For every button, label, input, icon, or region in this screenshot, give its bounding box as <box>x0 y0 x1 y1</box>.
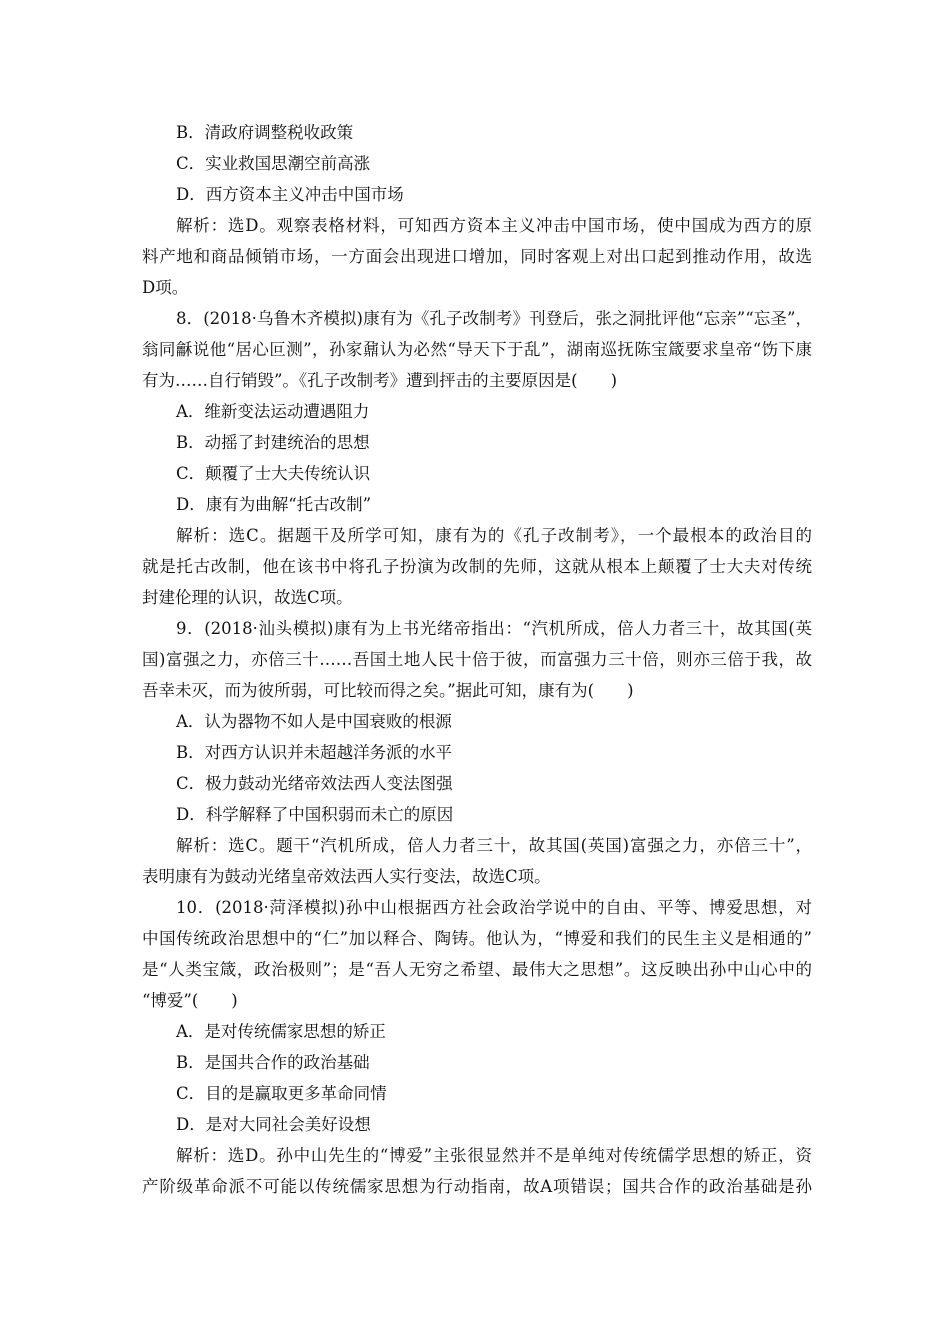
q10-analysis-line-2: 产阶级革命派不可能以传统儒家思想为行动指南，故A项错误；国共合作的政治基础是孙 <box>142 1177 812 1196</box>
q8-analysis-line-2: 就是托古改制，他在该书中将孔子扮演为改制的先师，这就从根本上颠覆了士大夫对传统 <box>142 557 812 576</box>
q7-option-b: B．清政府调整税收政策 <box>176 123 354 142</box>
q7-option-d: D．西方资本主义冲击中国市场 <box>176 185 404 204</box>
q10-option-d: D．是对大同社会美好设想 <box>176 1115 371 1134</box>
q10-stem-line-4: “博爱”( ) <box>142 991 238 1010</box>
q10-analysis-line-1: 解析：选D。孙中山先生的“博爱”主张很显然并不是单纯对传统儒学思想的矫正，资 <box>176 1146 812 1165</box>
q8-option-a: A．维新变法运动遭遇阻力 <box>176 402 370 421</box>
q9-option-d: D．科学解释了中国积弱而未亡的原因 <box>176 805 454 824</box>
q10-option-a: A．是对传统儒家思想的矫正 <box>176 1022 386 1041</box>
q10-option-c: C．目的是赢取更多革命同情 <box>176 1084 387 1103</box>
q8-option-c: C．颠覆了士大夫传统认识 <box>176 464 371 483</box>
q9-stem-line-2: 国)富强之力，亦倍三十……吾国土地人民十倍于彼，而富强力三十倍，则亦三倍于我，故 <box>142 650 812 669</box>
q10-option-b: B．是国共合作的政治基础 <box>176 1053 370 1072</box>
q9-option-b: B．对西方认识并未超越洋务派的水平 <box>176 743 453 762</box>
q8-stem-line-1: 8．(2018·乌鲁木齐模拟)康有为《孔子改制考》刊登后，张之洞批评他“忘亲”“忘圣”， <box>176 309 812 328</box>
q9-stem-line-1: 9．(2018·汕头模拟)康有为上书光绪帝指出：“汽机所成，倍人力者三十，故其国(英 <box>176 619 812 638</box>
q9-analysis-line-2: 表明康有为鼓动光绪皇帝效法西人实行变法，故选C项。 <box>142 867 551 886</box>
q7-option-c: C．实业救国思潮空前高涨 <box>176 154 371 173</box>
q7-analysis-line-1: 解析：选D。观察表格材料，可知西方资本主义冲击中国市场，使中国成为西方的原 <box>176 216 812 235</box>
q8-option-d: D．康有为曲解“托古改制” <box>176 495 372 514</box>
q7-analysis-line-3: D项。 <box>142 278 189 297</box>
q10-stem-line-2: 中国传统政治思想中的“仁”加以释合、陶铸。他认为，“博爱和我们的民生主义是相通的” <box>142 929 812 948</box>
q8-analysis-line-1: 解析：选C。据题干及所学可知，康有为的《孔子改制考》，一个最根本的政治目的 <box>176 526 812 545</box>
q9-stem-line-3: 吾幸未灭，而为彼所弱，可比较而得之矣。”据此可知，康有为( ) <box>142 681 634 700</box>
q9-analysis-line-1: 解析：选C。题干“汽机所成，倍人力者三十，故其国(英国)富强之力，亦倍三十”， <box>176 836 812 855</box>
q10-stem-line-3: 是“人类宝箴，政治极则”；是“吾人无穷之希望、最伟大之思想”。这反映出孙中山心中的 <box>142 960 812 979</box>
q8-analysis-line-3: 封建伦理的认识，故选C项。 <box>142 588 353 607</box>
q8-stem-line-2: 翁同龢说他“居心叵测”，孙家鼐认为必然“导天下于乱”，湖南巡抚陈宝箴要求皇帝“饬下康 <box>142 340 812 359</box>
q9-option-a: A．认为器物不如人是中国衰败的根源 <box>176 712 452 731</box>
q8-stem-line-3: 有为……自行销毁”。《孔子改制考》遭到抨击的主要原因是( ) <box>142 371 618 390</box>
q8-option-b: B．动摇了封建统治的思想 <box>176 433 370 452</box>
q10-stem-line-1: 10．(2018·菏泽模拟)孙中山根据西方社会政治学说中的自由、平等、博爱思想，对 <box>176 898 812 917</box>
q9-option-c: C．极力鼓动光绪帝效法西人变法图强 <box>176 774 453 793</box>
q7-analysis-line-2: 料产地和商品倾销市场，一方面会出现进口增加，同时客观上对出口起到推动作用，故选 <box>142 247 812 266</box>
document-page <box>142 117 812 1202</box>
